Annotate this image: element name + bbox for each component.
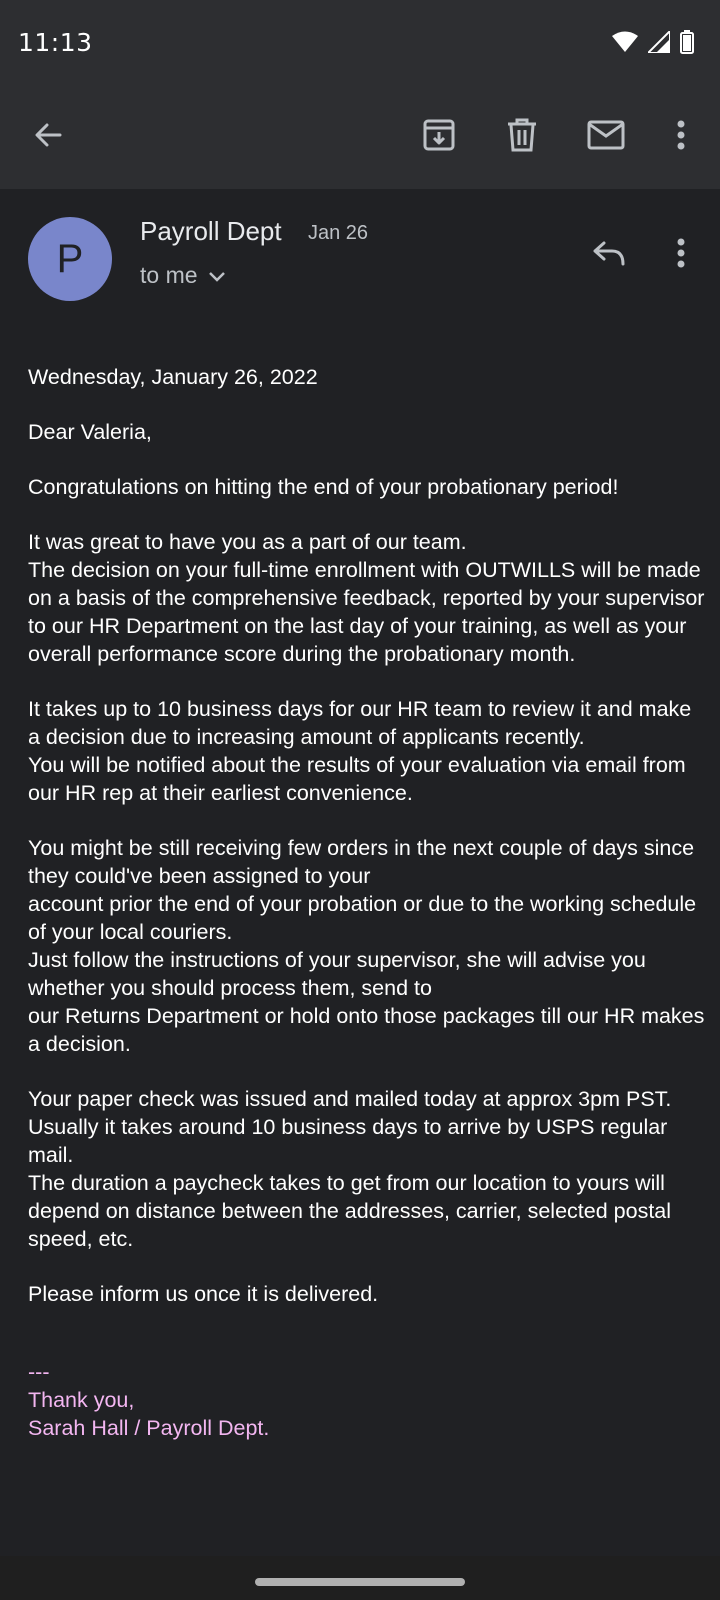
sender-name[interactable]: Payroll Dept xyxy=(140,216,282,246)
body-paragraph xyxy=(28,528,708,668)
body-paragraph xyxy=(28,834,708,1058)
body-paragraph xyxy=(28,1280,708,1308)
signature-line: Sarah Hall / Payroll Dept. xyxy=(28,1416,270,1440)
text-line: It takes up to 10 business days for our HR team to review it and make a decision due to increasing amount of applicants recently. xyxy=(28,697,692,749)
status-icons xyxy=(612,30,694,59)
avatar-letter: P xyxy=(56,236,84,281)
body-paragraph xyxy=(28,1085,708,1253)
archive-icon xyxy=(422,118,456,157)
signature-separator: --- xyxy=(28,1360,50,1384)
reply-icon xyxy=(592,240,626,271)
wifi-icon xyxy=(612,31,638,58)
text-line: It was great to have you as a part of our team. xyxy=(28,530,467,554)
text-line: Usually it takes around 10 business days to arrive by USPS regular mail. xyxy=(28,1115,668,1167)
text-line: Your paper check was issued and mailed today at approx 3pm PST. xyxy=(28,1087,672,1111)
archive-button[interactable] xyxy=(414,112,464,162)
avatar[interactable] xyxy=(28,217,112,301)
reply-button[interactable] xyxy=(584,230,634,280)
text-line: The duration a paycheck takes to get from our location to yours will depend on distance between the addresses, carrier, selected postal speed, etc. xyxy=(28,1171,672,1251)
more-vert-icon xyxy=(677,120,685,155)
more-vert-icon xyxy=(677,238,685,273)
back-button[interactable] xyxy=(23,112,73,162)
mail-icon xyxy=(587,120,625,155)
text-line: Just follow the instructions of your supervisor, she will advise you whether you should process them, send to xyxy=(28,948,646,1000)
navigation-bar xyxy=(0,1556,720,1600)
delete-button[interactable] xyxy=(497,112,547,162)
text-line: You might be still receiving few orders in the next couple of days since they could've been assigned to your xyxy=(28,836,695,888)
text-line: You will be notified about the results of your evaluation via email from our HR rep at their earliest convenience. xyxy=(28,753,686,805)
gesture-handle[interactable] xyxy=(255,1578,465,1586)
chevron-down-icon xyxy=(208,262,226,289)
signature-line: Thank you, xyxy=(28,1388,135,1412)
text-line: our Returns Department or hold onto those packages till our HR makes a decision. xyxy=(28,1004,705,1056)
signal-icon xyxy=(648,31,670,58)
greeting: Dear Valeria, xyxy=(28,420,152,444)
message-more-button[interactable] xyxy=(656,230,706,280)
text-line: account prior the end of your probation or due to the working schedule of your local couriers. xyxy=(28,892,697,944)
date-line: Wednesday, January 26, 2022 xyxy=(28,365,318,389)
arrow-back-icon xyxy=(32,119,64,156)
signature xyxy=(28,1358,708,1442)
trash-icon xyxy=(506,118,538,157)
mark-unread-button[interactable] xyxy=(581,112,631,162)
more-options-button[interactable] xyxy=(656,112,706,162)
message-date: Jan 26 xyxy=(308,222,369,244)
body-paragraph xyxy=(28,695,708,807)
battery-icon xyxy=(680,30,694,59)
status-time: 11:13 xyxy=(18,28,93,57)
text-line: Congratulations on hitting the end of your probationary period! xyxy=(28,475,619,499)
body-paragraph xyxy=(28,418,708,446)
recipient-details-toggle[interactable] xyxy=(140,262,226,289)
text-line: Please inform us once it is delivered. xyxy=(28,1282,379,1306)
body-paragraph xyxy=(28,363,708,391)
text-line: The decision on your full-time enrollment with OUTWILLS will be made on a basis of the comprehensive feedback, reported by your supervisor to our HR Department on the last day of your training, as well as your overall performance score during the probationary month. xyxy=(28,558,705,666)
recipient-label: to me xyxy=(140,262,198,288)
status-bar xyxy=(0,0,720,86)
body-paragraph xyxy=(28,473,708,501)
message-body xyxy=(28,363,708,1442)
top-app-bar xyxy=(0,86,720,189)
message-header xyxy=(0,190,720,320)
